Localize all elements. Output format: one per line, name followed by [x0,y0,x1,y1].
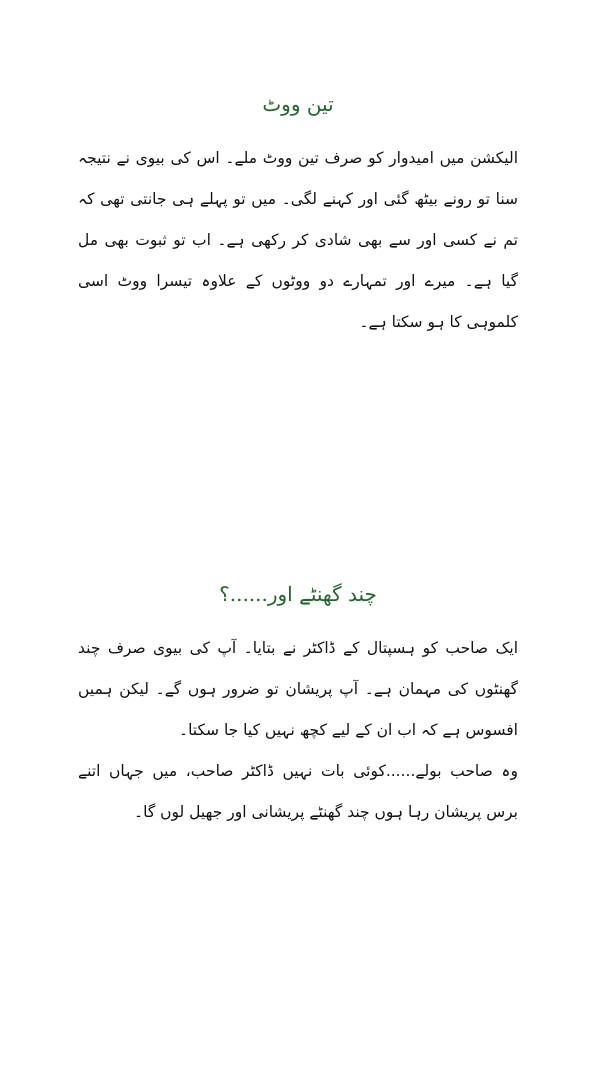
story-paragraph: ایک صاحب کو ہسپتال کے ڈاکٹر نے بتایا۔ آپ کی بیوی صرف چند گھنٹوں کی مہمان ہے۔ آپ پریشان تو ضرور ہوں گے۔ لیکن ہمیں افسوس ہے کہ اب ان کے لیے کچھ نہیں کیا جا سکتا۔ [73,639,518,739]
story-paragraph: الیکشن میں امیدوار کو صرف تین ووٹ ملے۔ اس کی بیوی نے نتیجہ سنا تو رونے بیٹھ گئی اور کہنے لگی۔ میں تو پہلے ہی جانتی تھی کہ تم نے کسی اور سے بھی شادی کر رکھی ہے۔ اب تو ثبوت بھی مل گیا ہے۔ میرے اور تمہارے دو ووٹوں کے علاوہ تیسرا ووٹ اسی کلموہی کا ہو سکتا ہے۔ [73,149,518,331]
story-title: چند گھنٹے اور......؟ [219,582,377,606]
story-paragraph: وہ صاحب بولے......کوئی بات نہیں ڈاکٹر صاحب، میں جہاں اتنے برس پریشان رہا ہوں چند گھنٹے پریشانی اور جھیل لوں گا۔ [73,762,518,821]
story-teen-vote [73,92,518,343]
story-title: تین ووٹ [262,92,334,116]
story-chand-ghante [73,582,518,833]
